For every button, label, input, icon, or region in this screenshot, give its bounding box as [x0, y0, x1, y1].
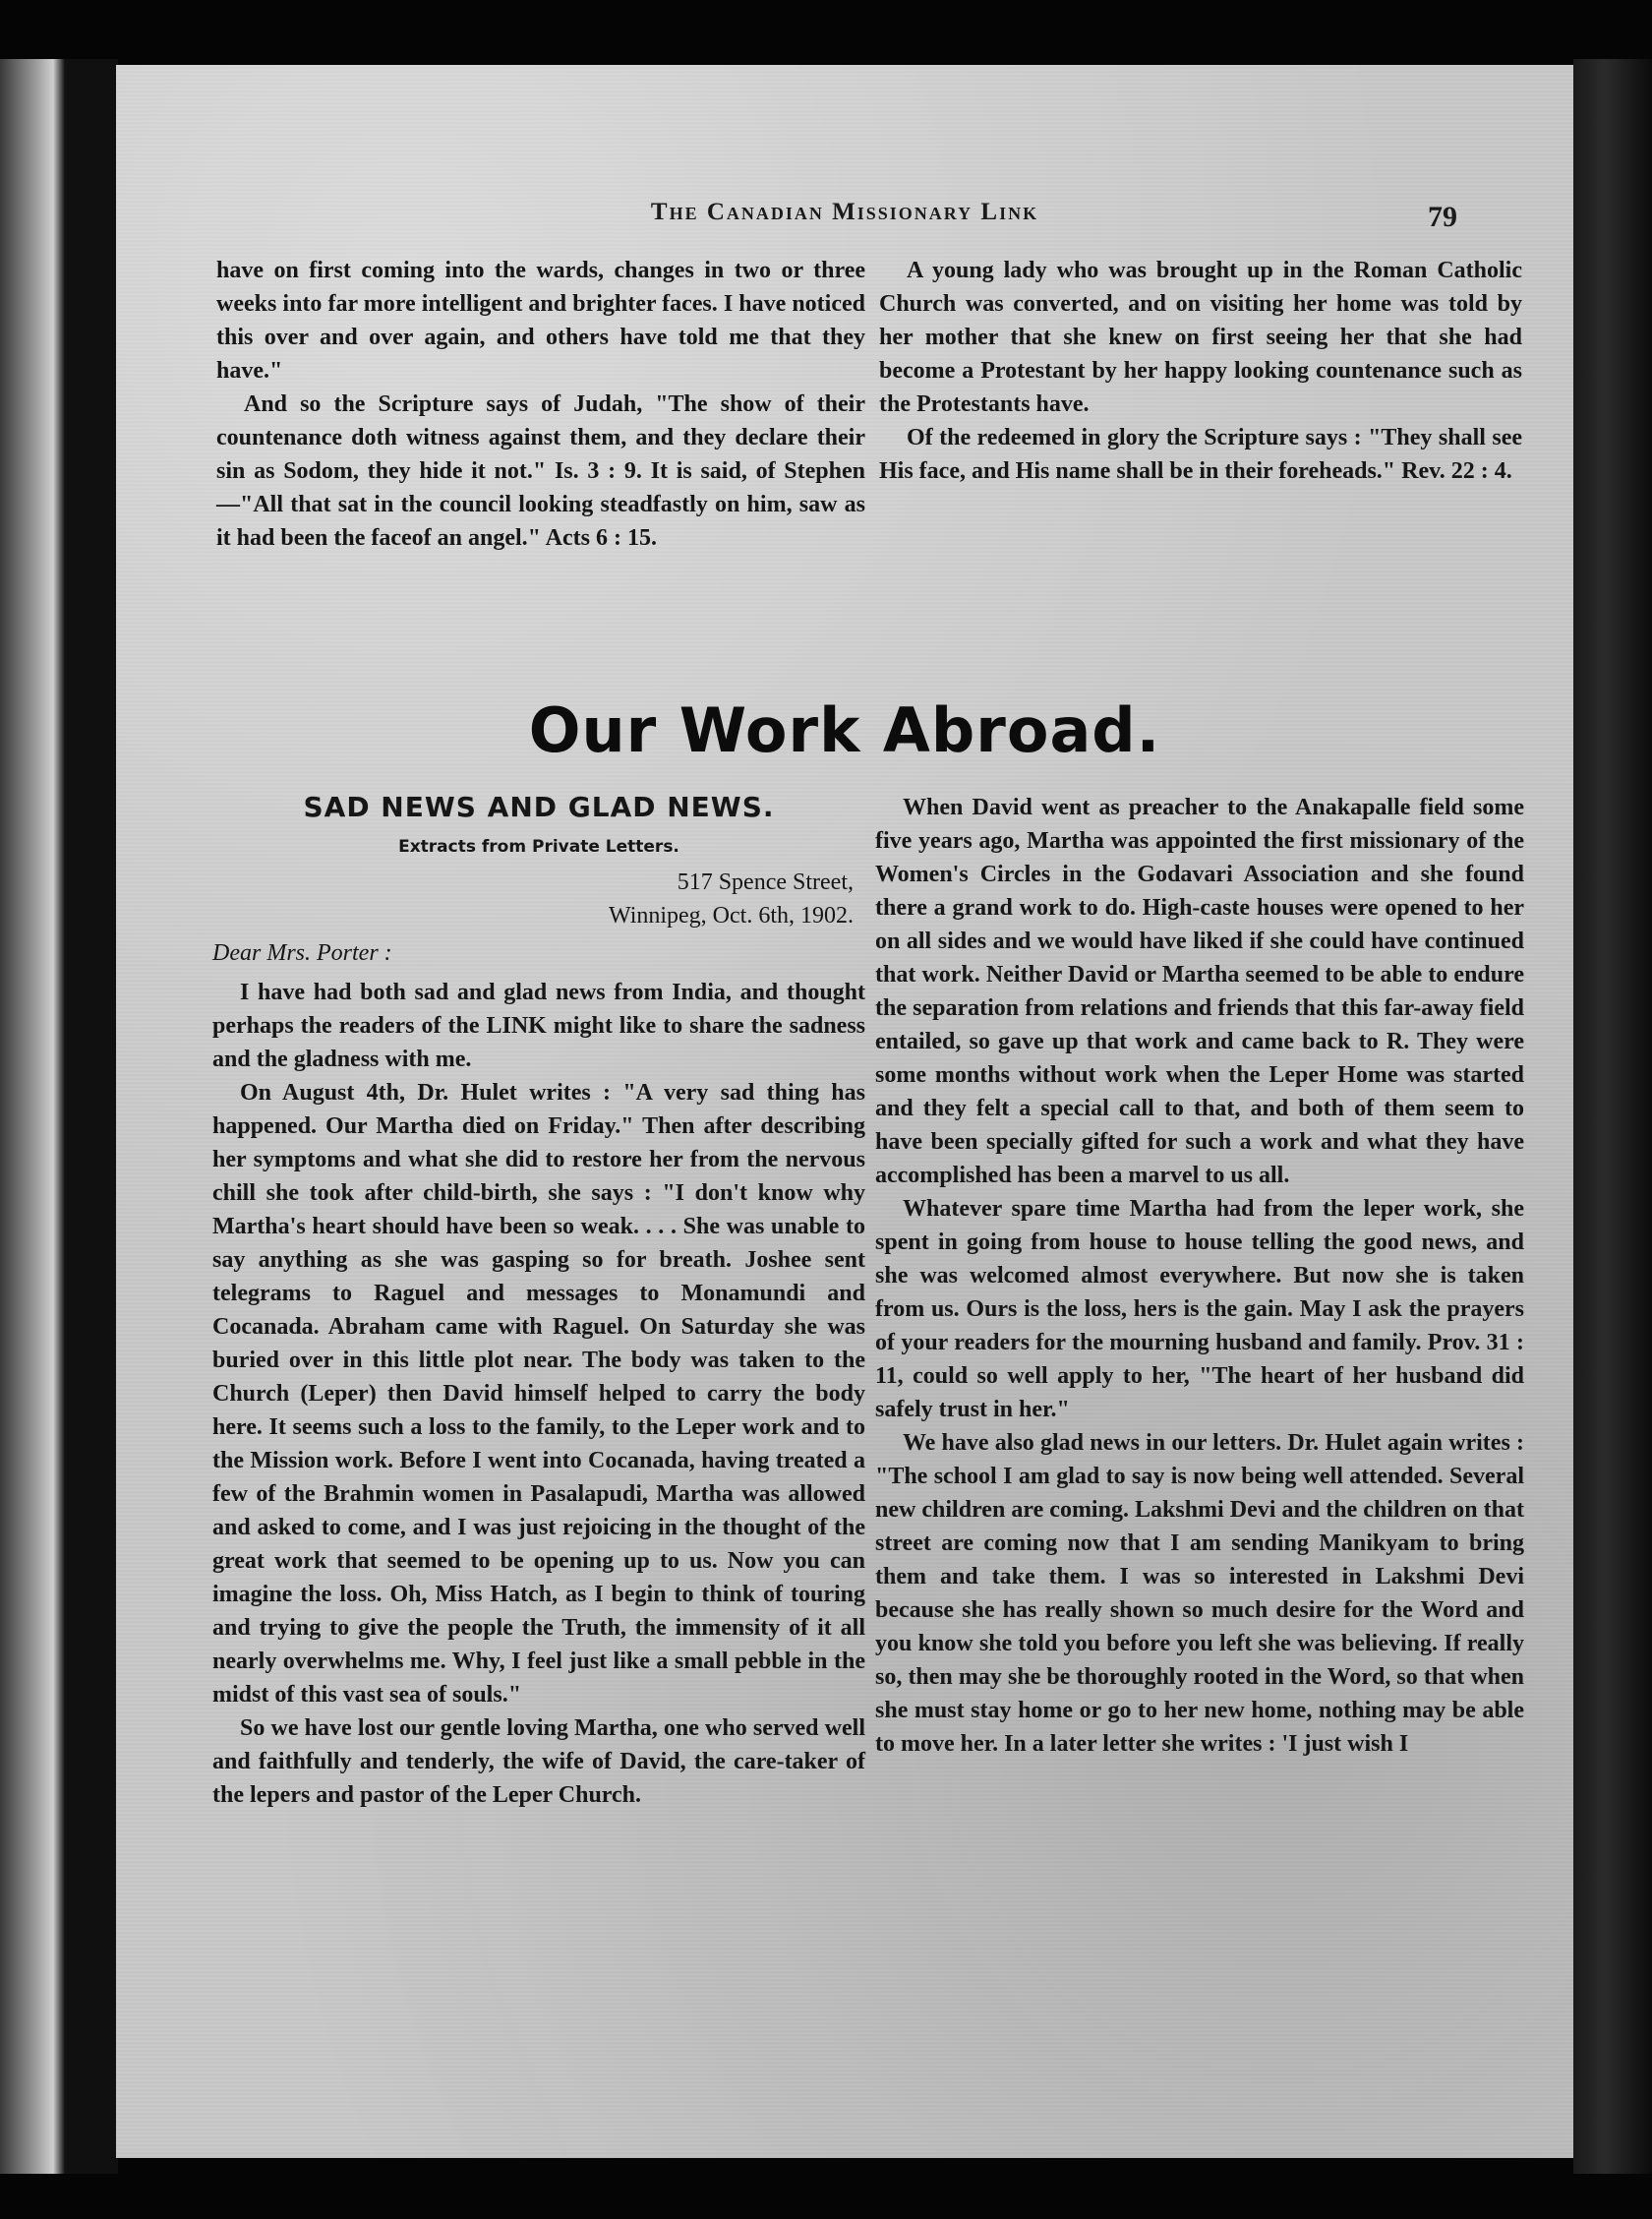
address-date: Winnipeg, Oct. 6th, 1902. [609, 903, 854, 929]
article-subtitle: Extracts from Private Letters. [398, 837, 679, 857]
paragraph: And so the Scripture says of Judah, "The show of their countenance doth witness against them, and they declare their sin as Sodom, they hide it not." Is. 3 : 9. It is said, of Stephen—"All that sat in the council looking steadfastly on him, saw as it had been the faceof an angel." Acts 6 : 15. [216, 391, 865, 551]
article-left-column [212, 791, 865, 1812]
book-binding-right [1573, 59, 1652, 2174]
paragraph: Whatever spare time Martha had from the leper work, she spent in going from house to house telling the good news, and she was welcomed almost everywhere. But now she is taken from us. Ours is the loss, hers is the gain. May I ask the prayers of your readers for the mourning husband and family. Prov. 31 : 11, could so well apply to her, "The heart of her husband did safely trust in her." [875, 1196, 1524, 1422]
document-page [116, 65, 1573, 2158]
top-right-column [879, 254, 1522, 488]
address-line: 517 Spence Street, [677, 870, 854, 895]
letter-address [212, 866, 865, 932]
letter-salutation: Dear Mrs. Porter : [212, 940, 392, 966]
paragraph: Of the redeemed in glory the Scripture says : "They shall see His face, and His name shall be in their foreheads." Rev. 22 : 4. [879, 425, 1522, 484]
article-title: SAD NEWS AND GLAD NEWS. [303, 791, 775, 823]
paragraph: So we have lost our gentle loving Martha, one who served well and faithfully and tenderly, the wife of David, the care-taker of the lepers and pastor of the Leper Church. [212, 1715, 865, 1808]
paragraph: I have had both sad and glad news from India, and thought perhaps the readers of the LINK might like to share the sadness and the gladness with me. [212, 980, 865, 1072]
page-number: 79 [1428, 201, 1457, 233]
book-binding-left [0, 59, 118, 2174]
running-header: The Canadian Missionary Link [650, 199, 1039, 225]
section-title: Our Work Abroad. [528, 694, 1161, 766]
paragraph: When David went as preacher to the Anakapalle field some five years ago, Martha was appointed the first missionary of the Women's Circles in the Godavari Association and she found there a grand work to do. High-caste houses were opened to her on all sides and we would have liked if she could have continued that work. Neither David or Martha seemed to be able to endure the separation from relations and friends that this far-away field entailed, so gave up that work and came back to R. They were some months without work when the Leper Home was started and they felt a special call to that, and both of them seem to have been specially gifted for such a work and what they have accomplished has been a marvel to us all. [875, 795, 1524, 1188]
paragraph: have on first coming into the wards, changes in two or three weeks into far more intelligent and brighter faces. I have noticed this over and over again, and others have told me that they have." [216, 258, 865, 384]
top-left-column [216, 254, 865, 555]
paragraph: On August 4th, Dr. Hulet writes : "A very sad thing has happened. Our Martha died on Friday." Then after describing her symptoms and what she did to restore her from the nervous chill she took after child-birth, she says : "I don't know why Martha's heart should have been so weak. . . . She was unable to say anything as she was gasping so for breath. Joshee sent telegrams to Raguel and messages to Monamundi and Cocanada. Abraham came with Raguel. On Saturday she was buried over in this little plot near. The body was taken to the Church (Leper) then David himself helped to carry the body here. It seems such a loss to the family, to the Leper work and to the Mission work. Before I went into Cocanada, having treated a few of the Brahmin women in Pasalapudi, Martha was allowed and asked to come, and I was just rejoicing in the thought of the great work that seemed to be opening up to us. Now you can imagine the loss. Oh, Miss Hatch, as I begin to think of touring and trying to give the people the Truth, the immensity of it all nearly overwhelms me. Why, I feel just like a small pebble in the midst of this vast sea of souls." [212, 1080, 865, 1708]
paragraph: A young lady who was brought up in the Roman Catholic Church was converted, and on visiting her home was told by her mother that she knew on first seeing her that she had become a Protestant by her happy looking countenance such as the Protestants have. [879, 258, 1522, 417]
paragraph: We have also glad news in our letters. Dr. Hulet again writes : "The school I am glad to say is now being well attended. Several new children are coming. Lakshmi Devi and the children on that street are coming now that I am sending Manikyam to bring them and take them. I was so interested in Lakshmi Devi because she has really shown so much desire for the Word and you know she told you before you left she was believing. If really so, then may she be thoroughly rooted in the Word, so that when she must stay home or go to her new home, nothing may be able to move her. In a later letter she writes : 'I just wish I [875, 1430, 1524, 1757]
article-right-column [875, 791, 1524, 1761]
